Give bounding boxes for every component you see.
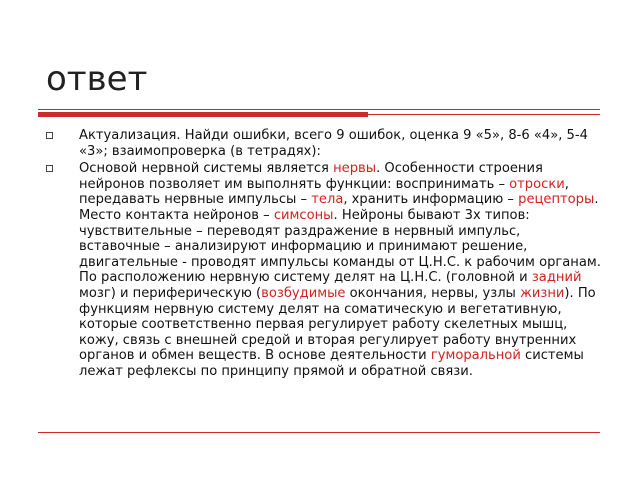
- title-divider-thick: [38, 112, 368, 117]
- error-word: жизни: [520, 285, 565, 301]
- slide-title: ответ: [46, 59, 148, 99]
- item-text-segment: . Место контакта нейронов –: [79, 192, 599, 223]
- item-text-segment: Основой нервной системы является: [79, 161, 334, 177]
- item-text-segment: системы лежат рефлексы по принципу прямой и обратной связи.: [79, 348, 584, 379]
- list-item: [46, 128, 602, 159]
- square-bullet-icon: [46, 165, 53, 172]
- error-word: задний: [531, 270, 582, 286]
- footer-divider: [38, 432, 600, 433]
- error-word: возбудимые: [261, 285, 346, 301]
- item-text-segment: окончания, нервы, узлы: [345, 285, 521, 301]
- error-word: нервы: [333, 161, 377, 177]
- bullet-list: [46, 128, 602, 382]
- item-text-segment: . Особенности строения нейронов позволяет им выполнять функции: воспринимать –: [79, 161, 543, 192]
- item-text-segment: мозг) и периферическую (: [79, 285, 262, 301]
- error-word: симсоны: [273, 207, 334, 223]
- error-word: гуморальной: [430, 348, 521, 364]
- item-text-segment: , передавать нервные импульсы –: [79, 176, 569, 208]
- list-item: [46, 161, 602, 379]
- error-word: рецепторы: [518, 192, 595, 208]
- item-text-segment: , хранить информацию –: [343, 192, 519, 208]
- title-divider-thin: [38, 109, 600, 110]
- square-bullet-icon: [46, 132, 53, 139]
- error-word: отроски: [509, 176, 565, 192]
- item-text-segment: . Нейроны бывают 3х типов: чувствительные – переводят раздражение в нервный импульс, вставочные – анализируют информацию и принимают решение, двигательные - проводят импульсы команды от Ц.Н.С. к рабочим органам. По расположению нервную систему делят на Ц.Н.С. (головной и: [79, 207, 601, 286]
- item-text: Актуализация. Найди ошибки, всего 9 ошибок, оценка 9 «5», 8-6 «4», 5-4 «3»; взаимопроверка (в тетрадях):: [79, 128, 588, 159]
- item-text-segment: ). По функциям нервную систему делят на соматическую и вегетативную, которые соответственно первая регулирует работу скелетных мышц, кожу, связь с внешней средой и вторая регулирует работу внутренних органов и обмен веществ. В основе деятельности: [79, 285, 596, 364]
- error-word: тела: [311, 192, 344, 208]
- title-divider-right: [368, 114, 600, 115]
